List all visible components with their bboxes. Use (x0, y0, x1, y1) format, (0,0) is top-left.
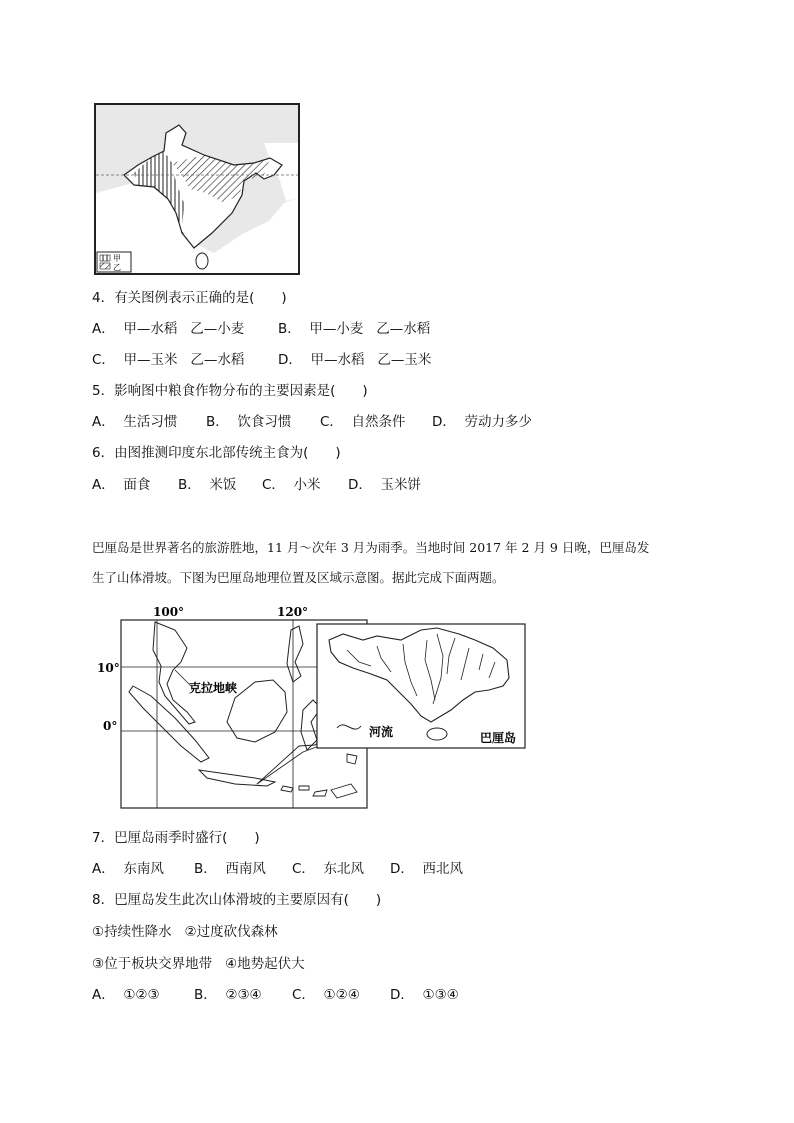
lon-100-label: 100° (153, 605, 185, 619)
lat-0-label: 0° (103, 719, 118, 733)
question-7-stem: 7．巴厘岛雨季时盛行( ) (92, 830, 260, 846)
india-crop-map (94, 103, 300, 275)
question-8-option-d: D． ①③④ (390, 987, 459, 1003)
question-7-option-b: B． 西南风 (194, 861, 266, 877)
question-5-option-d: D． 劳动力多少 (432, 414, 532, 430)
question-6-option-c: C． 小米 (262, 477, 321, 493)
question-6-option-a: A． 面食 (92, 477, 151, 493)
intro-line-2: 生了山体滑坡。下图为巴厘岛地理位置及区域示意图。据此完成下面两题。 (92, 570, 505, 585)
question-8-item-line-1: ①持续性降水 ②过度砍伐森林 (92, 924, 278, 940)
question-7-option-a: A． 东南风 (92, 861, 164, 877)
bali-island-label: 巴厘岛 (480, 731, 517, 745)
question-4-option-d: D． 甲—水稻 乙—玉米 (278, 352, 432, 368)
question-8-option-c: C． ①②④ (292, 987, 360, 1003)
question-8-option-a: A． ①②③ (92, 987, 160, 1003)
question-6-stem: 6．由图推测印度东北部传统主食为( ) (92, 445, 341, 461)
question-5-option-a: A． 生活习惯 (92, 414, 178, 430)
bali-location-map (97, 600, 535, 810)
question-5-stem: 5．影响图中粮食作物分布的主要因素是( ) (92, 383, 368, 399)
question-7-option-c: C． 东北风 (292, 861, 365, 877)
lon-120-label: 120° (277, 605, 309, 619)
question-7-option-d: D． 西北风 (390, 861, 463, 877)
lat-10-label: 10° (97, 661, 120, 675)
question-6-option-b: B． 米饭 (178, 477, 237, 493)
intro-line-1: 巴厘岛是世界著名的旅游胜地，11 月～次年 3 月为雨季。当地时间 2017 年 2 月 9 日晚，巴厘岛发 (92, 540, 650, 555)
question-6-option-d: D． 玉米饼 (348, 477, 421, 493)
question-4-option-b: B． 甲—小麦 乙—水稻 (278, 321, 431, 337)
question-8-item-line-2: ③位于板块交界地带 ④地势起伏大 (92, 956, 305, 972)
question-8-option-b: B． ②③④ (194, 987, 262, 1003)
legend-jia: 甲 (113, 254, 121, 263)
kra-isthmus-label: 克拉地峡 (189, 681, 238, 695)
river-legend-label: 河流 (369, 725, 394, 739)
question-5-option-b: B． 饮食习惯 (206, 414, 292, 430)
legend-yi: 乙 (113, 263, 121, 272)
question-4-stem: 4．有关图例表示正确的是( ) (92, 290, 287, 306)
question-4-option-a: A． 甲—水稻 乙—小麦 (92, 321, 245, 337)
question-4-option-c: C． 甲—玉米 乙—水稻 (92, 352, 245, 368)
question-5-option-c: C． 自然条件 (320, 414, 406, 430)
question-8-stem: 8．巴厘岛发生此次山体滑坡的主要原因有( ) (92, 892, 382, 908)
